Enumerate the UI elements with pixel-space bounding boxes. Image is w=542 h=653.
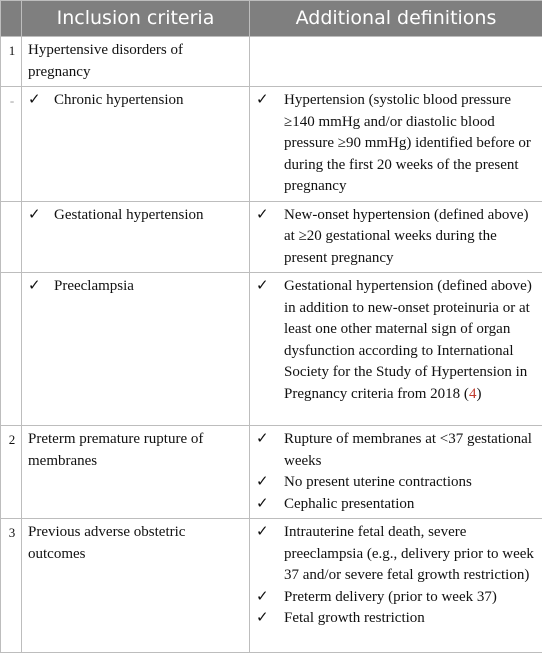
row-number: - (1, 87, 22, 202)
header-additional-definitions: Additional definitions (250, 1, 542, 37)
criterion-cell: Hypertensive disorders of pregnancy (22, 37, 250, 87)
definition-cell (250, 426, 542, 519)
definition-cell (250, 273, 542, 426)
definition-text: New-onset hypertension (defined above) at ≥20 gestational weeks during the present pregnancy (284, 205, 538, 270)
reference-link[interactable]: 4 (469, 386, 477, 402)
criterion-cell: Preterm premature rupture of membranes (22, 426, 250, 519)
check-icon: ✓ (256, 276, 284, 405)
check-icon: ✓ (256, 587, 284, 609)
criterion-text: Preeclampsia (54, 276, 245, 298)
check-icon: ✓ (256, 522, 284, 587)
definition-text (284, 276, 538, 405)
table-row (1, 273, 542, 426)
check-icon: ✓ (28, 90, 54, 112)
criterion-text: Chronic hypertension (54, 90, 245, 112)
definition-text: Hypertension (systolic blood pressure ≥140 mmHg and/or diastolic blood pressure ≥90 mmHg) identified before or during the first 20 weeks of the present pregnancy (284, 90, 538, 198)
check-icon: ✓ (28, 276, 54, 298)
table-row (1, 87, 542, 202)
definition-text: Rupture of membranes at <37 gestational weeks (284, 429, 538, 472)
table-row (1, 426, 542, 519)
criterion-text: Gestational hypertension (54, 205, 245, 227)
check-icon: ✓ (256, 472, 284, 494)
check-icon: ✓ (256, 205, 284, 270)
header-inclusion-criteria: Inclusion criteria (22, 1, 250, 37)
check-icon: ✓ (256, 608, 284, 630)
check-icon: ✓ (256, 494, 284, 516)
check-icon: ✓ (256, 429, 284, 472)
criterion-cell (22, 201, 250, 273)
definition-cell (250, 37, 542, 87)
definition-cell (250, 87, 542, 202)
table-row (1, 201, 542, 273)
definition-text-close: ) (476, 386, 481, 402)
row-number: 3 (1, 519, 22, 653)
criterion-cell (22, 87, 250, 202)
definition-cell (250, 519, 542, 653)
row-number (1, 201, 22, 273)
definition-cell (250, 201, 542, 273)
row-number: 1 (1, 37, 22, 87)
check-icon: ✓ (28, 205, 54, 227)
definition-text-main: Gestational hypertension (defined above) in addition to new-onset proteinuria or at least one other maternal sign of organ dysfunction according to International Society for the Study of Hypertension in Pregnancy criteria from 2018 ( (284, 278, 532, 402)
definition-text: Intrauterine fetal death, severe preeclampsia (e.g., delivery prior to week 37 and/or severe fetal growth restriction) (284, 522, 538, 587)
header-blank (1, 1, 22, 37)
definition-text: Cephalic presentation (284, 494, 538, 516)
definition-text: No present uterine contractions (284, 472, 538, 494)
row-number: 2 (1, 426, 22, 519)
criterion-cell: Previous adverse obstetric outcomes (22, 519, 250, 653)
definition-text: Fetal growth restriction (284, 608, 538, 630)
definition-text: Preterm delivery (prior to week 37) (284, 587, 538, 609)
table-row (1, 37, 542, 87)
table-header-row (1, 1, 542, 37)
table-row (1, 519, 542, 653)
criterion-cell (22, 273, 250, 426)
row-number (1, 273, 22, 426)
check-icon: ✓ (256, 90, 284, 198)
